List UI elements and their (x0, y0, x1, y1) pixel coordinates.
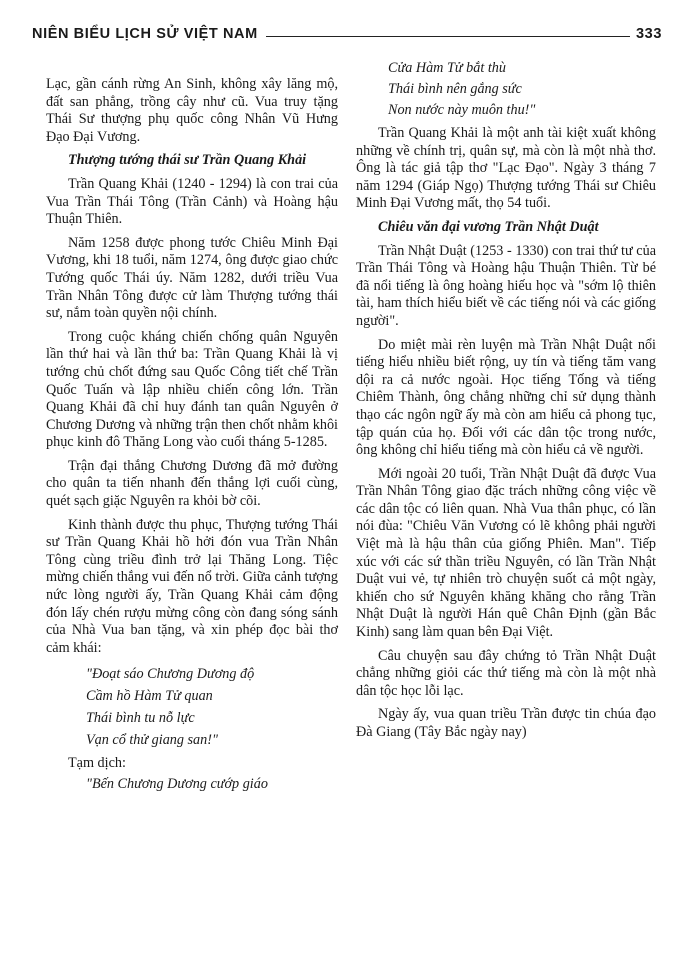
paragraph: Kinh thành được thu phục, Thượng tướng Thái sư Trần Quang Khải hồ hởi đón vua Trần Nhân Tông cùng triều đình trở lại Thăng Long. Tiệc mừng chiến thắng vui đến nổ trời. Giữa cảnh tượng nức lòng người ấy, Trần Quang Khải cảm động đón lấy chén rượu mừng công còn đang sóng sánh của Nhà Vua ban tặng, và xin phép đọc bài thơ cảm khái: (46, 516, 338, 656)
right-column (356, 58, 656, 748)
poem-line: "Đoạt sáo Chương Dương độ (86, 666, 255, 683)
poem-line: Cửa Hàm Tử bắt thù (388, 60, 506, 76)
poem-line: Non nước này muôn thu!" (388, 102, 536, 118)
paragraph: Mới ngoài 20 tuổi, Trần Nhật Duật đã được Vua Trần Nhân Tông giao đặc trách những công việc về các dân tộc có liên quan. Nhà Vua thân phục, có lần nói đùa: "Chiêu Văn Vương có lẽ không phải người Việt mà là hậu thân của giống Phiên. Man". Tiếp xúc với các sứ thần triều Nguyên, có lần Trần Nhật Duật vui vẻ, tự nhiên trò chuyện suốt cả một ngày, khiến cho sứ Nguyên khăng khăng cho rằng Trần Nhật Duật là người Hán quê Chân Định (gần Bắc Kinh) sang làm quan bên Đại Việt. (356, 465, 656, 641)
section-heading: Thượng tướng thái sư Trần Quang Khải (68, 152, 307, 169)
paragraph: Ngày ấy, vua quan triều Trần được tin chúa đạo Đà Giang (Tây Bắc ngày nay) (356, 706, 656, 740)
left-column (46, 76, 338, 799)
paragraph: Trận đại thắng Chương Dương đã mở đường cho quân ta tiến nhanh đến thắng lợi cuối cùng, quét sạch giặc Nguyên ra khỏi bờ cõi. (46, 457, 338, 510)
paragraph: Trần Nhật Duật (1253 - 1330) con trai thứ tư của Trần Thái Tông và Hoàng hậu Thuận Thiên. Từ bé đã nổi tiếng là ông hoàng hiếu học và "sớm lộ thiên tài, ham thích hiểu biết về các tiếng nói và các giống người". (356, 242, 656, 329)
paragraph: Trần Quang Khải là một anh tài kiệt xuất không những về chính trị, quân sự, mà còn là một nhà thơ. Ông là tác giả tập thơ "Lạc Đạo". Ngày 3 tháng 7 năm 1294 (Giáp Ngọ) Thượng tướng Thái sư Chiêu Minh Đại Vương mất, thọ 54 tuổi. (356, 125, 656, 212)
translation-label: Tạm dịch: (68, 755, 126, 772)
paragraph: Trần Quang Khải (1240 - 1294) là con trai của Vua Trần Thái Tông (Trần Cảnh) và Hoàng hậu Thuận Thiên. (46, 175, 338, 228)
poem-original (46, 663, 338, 751)
poem-line: "Bến Chương Dương cướp giáo (86, 776, 268, 792)
paragraph: Năm 1258 được phong tước Chiêu Minh Đại Vương, khi 18 tuổi, năm 1274, ông được giao chức Tướng quốc Thái úy. Năm 1282, dưới triều Vua Trần Nhân Tông được cử làm Thượng tướng thái sư, nắm toàn quyền nội chính. (46, 234, 338, 322)
poem-translation-start (46, 773, 338, 795)
paragraph: Câu chuyện sau đây chứng tỏ Trần Nhật Duật chẳng những giỏi các thứ tiếng mà còn là một nhà dân tộc học lỗi lạc. (356, 647, 656, 699)
paragraph: Lạc, gần cánh rừng An Sinh, không xây lăng mộ, đất san phẳng, trồng cây như cũ. Vua truy tặng Thái Sư thượng phụ quốc công Nhân Vũ Hưng Đạo Đại Vương. (46, 76, 338, 145)
poem-line: Thái bình nên gắng sức (388, 81, 522, 97)
poem-line: Thái bình tu nỗ lực (86, 710, 195, 727)
running-header (32, 18, 662, 42)
page-number: 333 (636, 26, 662, 42)
poem-translation-continued (356, 58, 656, 121)
header-rule (266, 36, 630, 37)
book-title: NIÊN BIỂU LỊCH SỬ VIỆT NAM (32, 26, 258, 42)
poem-line: Cầm hồ Hàm Tử quan (86, 688, 213, 705)
paragraph: Do miệt mài rèn luyện mà Trần Nhật Duật nổi tiếng hiểu nhiều biết rộng, uy tín và tiếng tăm vang dội ra cả nước ngoài. Học tiếng Tống và tiếng Chiêm Thành, ông chẳng những chỉ sử dụng thành thạo các ngôn ngữ ấy mà còn am hiểu cả phong tục, tập quán của họ. Đối với các dân tộc trong nước, ông không chỉ hiểu tiếng mà còn hiểu cả về người. (356, 336, 656, 459)
section-heading: Chiêu văn đại vương Trần Nhật Duật (378, 218, 599, 235)
poem-line: Vạn cổ thử giang san!" (86, 732, 218, 749)
paragraph: Trong cuộc kháng chiến chống quân Nguyên lần thứ hai và lần thứ ba: Trần Quang Khải là vị tướng chủ chốt đứng sau Quốc Công tiết chế Trần Quốc Tuấn và lập nhiều chiến công lớn. Trần Quang Khải đã chỉ huy đánh tan quân Nguyên ở Chương Dương và những trận then chốt nhằm khôi phục kinh đô Thăng Long vào cuối tháng 5-1285. (46, 328, 338, 451)
